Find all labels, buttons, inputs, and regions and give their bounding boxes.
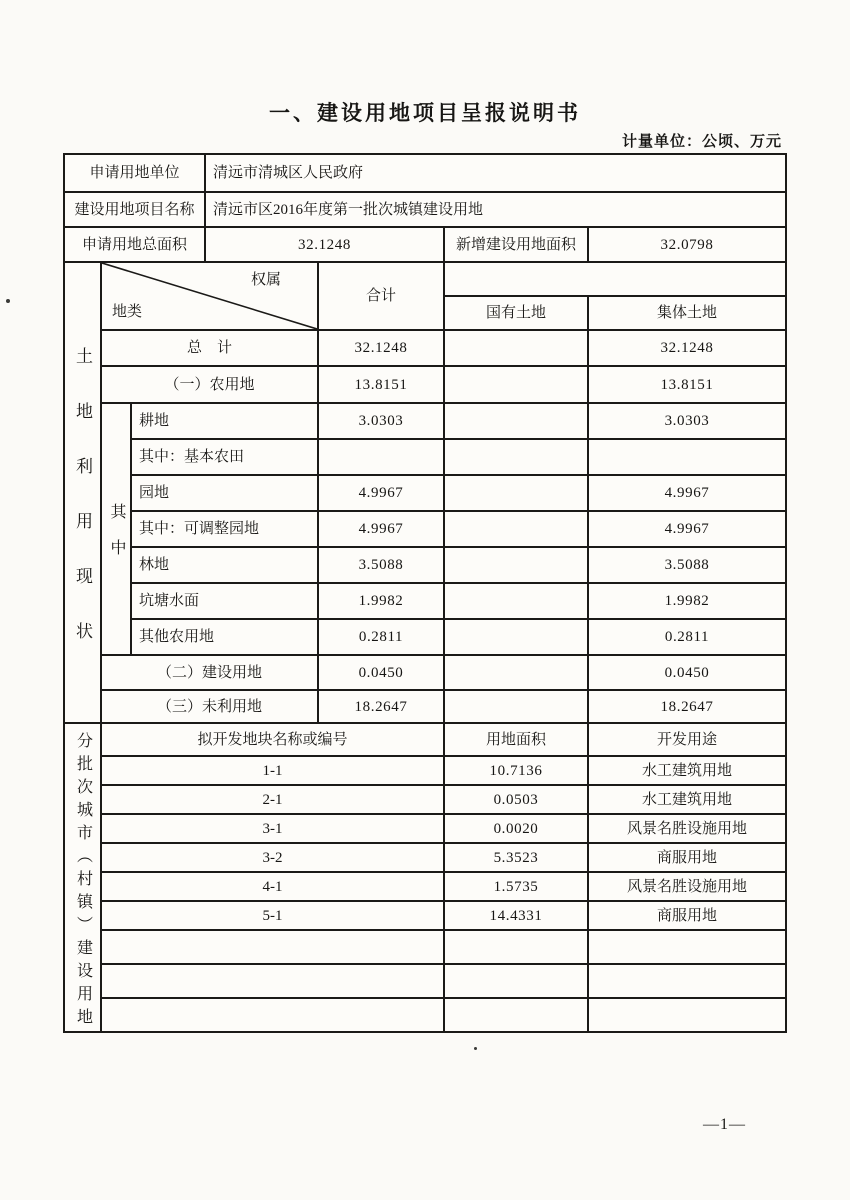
land-row-total: 1.9982 [319,584,443,618]
land-row-collective: 0.2811 [589,620,785,654]
land-row-state [445,584,587,618]
land-row-name: 其他农用地 [132,620,317,654]
plot-row-area [445,965,587,997]
land-use-section-strip [65,263,100,722]
land-row-name: 坑塘水面 [132,584,317,618]
plot-row-name: 1-1 [102,757,443,784]
new-area-value: 32.0798 [589,228,785,261]
plot-row-use: 商服用地 [589,902,785,929]
plot-row-use: 风景名胜设施用地 [589,873,785,900]
subgroup-label: 其中 [108,503,125,575]
plot-row-use: 商服用地 [589,844,785,871]
land-row-name: （三）未利用地 [102,691,317,722]
plot-row-area: 0.0020 [445,815,587,842]
land-row-state [445,691,587,722]
plot-row-name [102,931,443,963]
land-row-name: 林地 [132,548,317,582]
plot-row-use [589,931,785,963]
land-row-collective [589,440,785,474]
land-row-total: 32.1248 [319,331,443,365]
plot-row-use [589,999,785,1031]
header-total-column: 合计 [319,263,443,329]
plot-row-area: 10.7136 [445,757,587,784]
land-row-state [445,656,587,689]
total-area-value: 32.1248 [206,228,443,261]
land-row-total: 3.0303 [319,404,443,438]
project-name-label: 建设用地项目名称 [65,193,204,226]
land-row-state [445,440,587,474]
land-row-collective: 13.8151 [589,367,785,402]
header-landtype-label: 地类 [112,304,143,320]
land-row-name: （二）建设用地 [102,656,317,689]
land-row-collective: 18.2647 [589,691,785,722]
plot-row-area [445,931,587,963]
land-row-collective: 32.1248 [589,331,785,365]
page-number: —1— [703,1116,746,1133]
total-area-label: 申请用地总面积 [65,228,204,261]
plots-section-strip [65,724,100,1031]
land-row-state [445,367,587,402]
land-row-collective: 3.0303 [589,404,785,438]
land-row-collective: 4.9967 [589,512,785,546]
land-row-state [445,476,587,510]
plot-row-name: 5-1 [102,902,443,929]
plot-row-name: 3-1 [102,815,443,842]
plot-row-area: 14.4331 [445,902,587,929]
header-diagonal-cell [102,263,317,329]
land-row-total: 4.9967 [319,476,443,510]
land-row-state [445,512,587,546]
land-row-state [445,548,587,582]
scan-speck [474,1047,477,1050]
land-row-state [445,331,587,365]
plot-row-name [102,999,443,1031]
land-row-name: 其中：基本农田 [132,440,317,474]
subgroup-strip [102,404,130,654]
land-row-total: 0.2811 [319,620,443,654]
land-row-state [445,620,587,654]
scan-speck [6,299,10,303]
applicant-unit-label: 申请用地单位 [65,155,204,191]
land-row-name: 其中：可调整园地 [132,512,317,546]
land-row-total: 13.8151 [319,367,443,402]
plot-row-name: 2-1 [102,786,443,813]
land-row-total: 3.5088 [319,548,443,582]
plot-row-area: 1.5735 [445,873,587,900]
plot-row-use [589,965,785,997]
land-row-total: 18.2647 [319,691,443,722]
plot-row-area: 0.0503 [445,786,587,813]
land-row-state [445,404,587,438]
land-row-name: 耕地 [132,404,317,438]
land-row-name: 总 计 [102,331,317,365]
land-row-total [319,440,443,474]
plots-header-use: 开发用途 [589,724,785,755]
plot-row-use: 水工建筑用地 [589,786,785,813]
plot-row-name [102,965,443,997]
plots-section-label: 分批次城市（村镇）建设用地 [74,731,92,1031]
header-ownership-span-cell [445,263,785,295]
applicant-unit-value: 清远市清城区人民政府 [206,155,785,191]
plot-row-use: 风景名胜设施用地 [589,815,785,842]
header-state-land-column: 国有土地 [445,297,587,329]
land-use-section-label: 土地利用现状 [73,346,92,677]
plots-header-name: 拟开发地块名称或编号 [102,724,443,755]
plot-row-use: 水工建筑用地 [589,757,785,784]
land-row-collective: 1.9982 [589,584,785,618]
header-ownership-label: 权属 [250,272,281,288]
measurement-unit-note: 计量单位：公顷、万元 [621,134,782,150]
land-row-name: （一）农用地 [102,367,317,402]
land-row-collective: 3.5088 [589,548,785,582]
plots-header-area: 用地面积 [445,724,587,755]
plot-row-name: 3-2 [102,844,443,871]
land-report-table [63,153,787,1033]
land-row-total: 4.9967 [319,512,443,546]
plot-row-area [445,999,587,1031]
land-row-name: 园地 [132,476,317,510]
land-row-collective: 4.9967 [589,476,785,510]
page-title: 一、建设用地项目呈报说明书 [269,102,581,125]
header-collective-land-column: 集体土地 [589,297,785,329]
new-area-label: 新增建设用地面积 [445,228,587,261]
project-name-value: 清远市区2016年度第一批次城镇建设用地 [206,193,785,226]
plot-row-area: 5.3523 [445,844,587,871]
land-row-collective: 0.0450 [589,656,785,689]
plot-row-name: 4-1 [102,873,443,900]
land-row-total: 0.0450 [319,656,443,689]
